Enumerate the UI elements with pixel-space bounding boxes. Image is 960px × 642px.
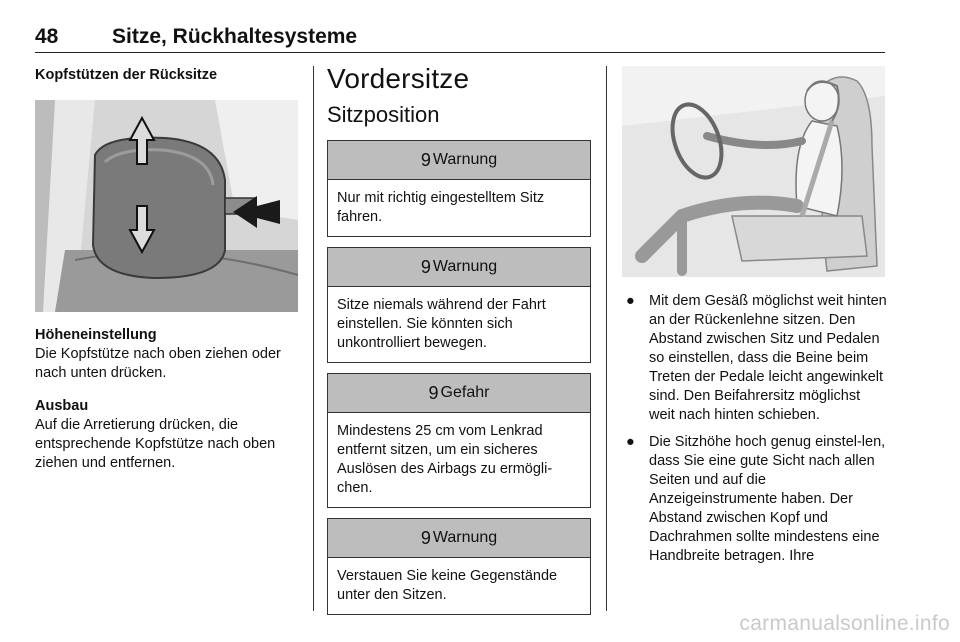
list-item: [622, 433, 888, 566]
warning-triangle-icon: 9: [420, 150, 431, 170]
warning-label: Warnung: [432, 529, 498, 546]
removal-heading: Ausbau: [35, 398, 89, 414]
danger-box: [327, 373, 591, 508]
section-subtitle: Sitzposition: [327, 102, 440, 127]
danger-text: Mindestens 25 cm vom Lenkrad entfernt sitzen, um ein sicheres Auslösen des Airbags zu ermögli-chen.: [337, 423, 553, 496]
section-title: Vordersitze: [327, 63, 470, 94]
column-divider-1: [313, 66, 314, 611]
danger-label: Gefahr: [440, 384, 490, 401]
warning-triangle-icon: 9: [420, 257, 431, 277]
list-item: [622, 292, 888, 425]
page-number: 48: [35, 25, 59, 48]
warning-text: Sitze niemals während der Fahrt einstellen. Sie könnten sich unkontrolliert bewegen.: [337, 297, 546, 351]
bullet-icon: ●: [626, 293, 635, 309]
warning-box: [327, 140, 591, 237]
chapter-title: Sitze, Rückhaltesysteme: [112, 25, 358, 48]
height-adjust-heading: Höheneinstellung: [35, 327, 157, 343]
list-item-text: Mit dem Gesäß möglichst weit hinten an der Rückenlehne sitzen. Den Abstand zwischen Sitz und Pedalen so einstellen, dass die Beine beim Treten der Pedale leicht angewinkelt sind. Den Beifahrersitz möglichst weit nach hinten schieben.: [649, 293, 887, 423]
warning-box-title: [328, 141, 590, 180]
warning-triangle-icon: 9: [420, 528, 431, 548]
left-column: [35, 66, 301, 473]
bullet-icon: ●: [626, 434, 635, 450]
warning-label: Warnung: [432, 151, 498, 168]
middle-column: [327, 62, 592, 615]
warning-box-title: [328, 519, 590, 558]
warning-label: Warnung: [432, 258, 498, 275]
warning-text: Verstauen Sie keine Gegenstände unter den Sitzen.: [337, 568, 558, 603]
headrest-illustration: [35, 100, 298, 312]
warning-box: [327, 518, 591, 615]
warning-text: Nur mit richtig eingestelltem Sitz fahren.: [337, 190, 545, 225]
warning-box: [327, 247, 591, 363]
rear-headrest-heading: Kopfstützen der Rücksitze: [35, 67, 218, 83]
list-item-text: Die Sitzhöhe hoch genug einstel-len, dass Sie eine gute Sicht nach allen Seiten und auf die Anzeigeinstrumente haben. Der Abstand zwischen Kopf und Dachrahmen sollte mindestens eine Handbreite betragen. Ihre: [649, 434, 886, 564]
warning-box-title: [328, 248, 590, 287]
height-adjust-text: Die Kopfstütze nach oben ziehen oder nach unten drücken.: [35, 346, 281, 381]
seating-instructions-list: [622, 292, 888, 566]
column-divider-2: [606, 66, 607, 611]
page-header: [35, 24, 885, 53]
right-column: [622, 66, 888, 574]
driver-seating-illustration: [622, 66, 885, 277]
watermark-text: carmanualsonline.info: [739, 612, 950, 635]
danger-box-title: [328, 374, 590, 413]
removal-text: Auf die Arretierung drücken, die entsprechende Kopfstütze nach oben ziehen und entfernen.: [35, 417, 276, 471]
warning-triangle-icon: 9: [428, 383, 439, 403]
